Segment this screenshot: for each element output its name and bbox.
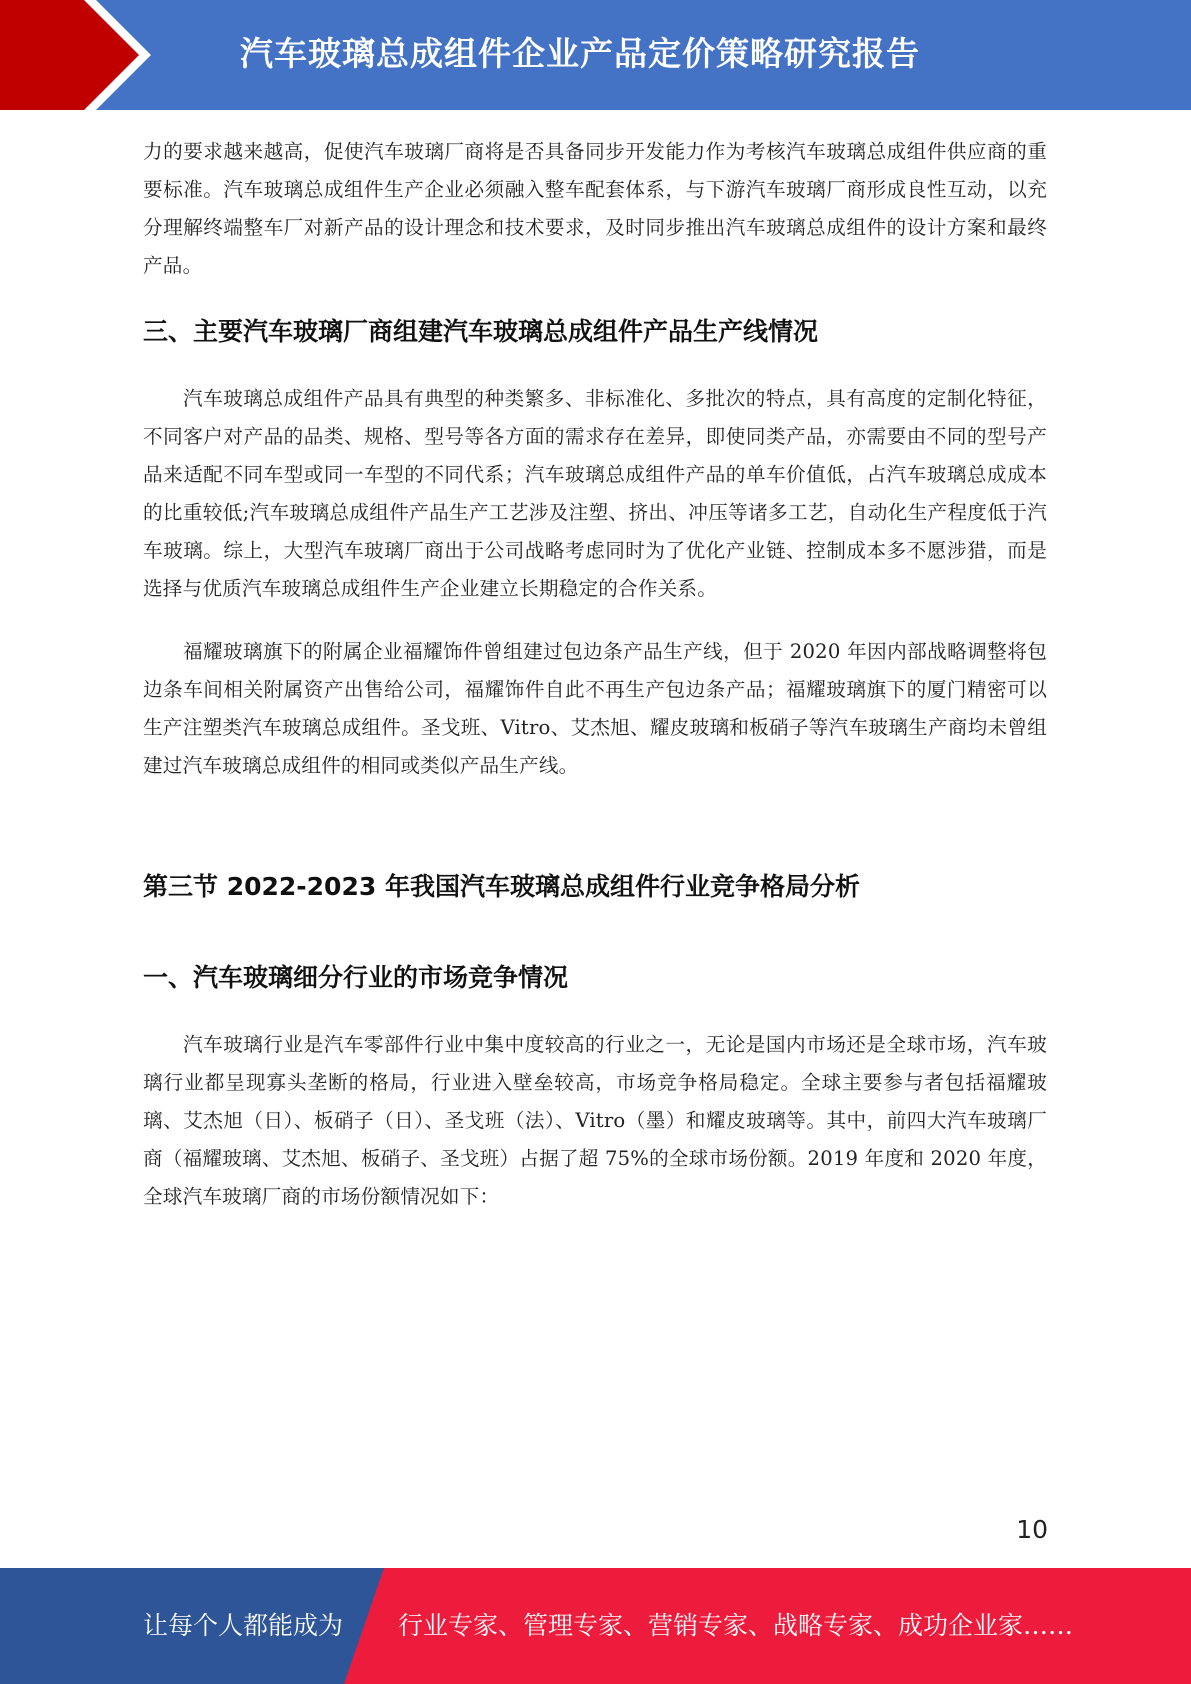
footer-slogan-right: 行业专家、管理专家、营销专家、战略专家、成功企业家……: [398, 1611, 1074, 1640]
fuyao-paragraph: 福耀玻璃旗下的附属企业福耀饰件曾组建过包边条产品生产线，但于 2020 年因内部战略调整将包边条车间相关附属资产出售给公司，福耀饰件自此不再生产包边条产品；福耀玻璃旗下的厦门精密可以生产注塑类汽车玻璃总成组件。圣戈班、Vitro、艾杰旭、耀皮玻璃和板硝子等汽车玻璃生产商均未曾组建过汽车玻璃总成组件的相同或类似产品生产线。: [143, 640, 1047, 777]
products-paragraph: 汽车玻璃总成组件产品具有典型的种类繁多、非标准化、多批次的特点，具有高度的定制化特征，不同客户对产品的品类、规格、型号等各方面的需求存在差异，即使同类产品，亦需要由不同的型号产品来适配不同车型或同一车型的不同代系；汽车玻璃总成组件产品的单车价值低，占汽车玻璃总成成本的比重较低;汽车玻璃总成组件产品生产工艺涉及注塑、挤出、冲压等诸多工艺，自动化生产程度低于汽车玻璃。综上，大型汽车玻璃厂商出于公司战略考虑同时为了优化产业链、控制成本多不愿涉猎，而是选择与优质汽车玻璃总成组件生产企业建立长期稳定的合作关系。: [143, 387, 1047, 600]
footer-slogan-left: 让每个人都能成为: [143, 1611, 344, 1640]
market-paragraph: 汽车玻璃行业是汽车零部件行业中集中度较高的行业之一，无论是国内市场还是全球市场，汽车玻璃行业都呈现寡头垄断的格局，行业进入壁垒较高，市场竞争格局稳定。全球主要参与者包括福耀玻璃、艾杰旭（日）、板硝子（日）、圣戈班（法）、Vitro（墨）和耀皮玻璃等。其中，前四大汽车玻璃厂商（福耀玻璃、艾杰旭、板硝子、圣戈班）占据了超 75%的全球市场份额。2019 年度和 2020 年度，全球汽车玻璃厂商的市场份额情况如下：: [143, 1033, 1047, 1208]
heading-three: 三、主要汽车玻璃厂商组建汽车玻璃总成组件产品生产线情况: [143, 317, 819, 346]
page-number: 10: [1016, 1515, 1048, 1544]
section-title: 第三节 2022-2023 年我国汽车玻璃总成组件行业竞争格局分析: [143, 872, 860, 901]
header-banner: [0, 0, 1191, 110]
footer-banner: [0, 1568, 1191, 1684]
report-title: 汽车玻璃总成组件企业产品定价策略研究报告: [240, 34, 920, 73]
intro-paragraph: 力的要求越来越高，促使汽车玻璃厂商将是否具备同步开发能力作为考核汽车玻璃总成组件供应商的重要标准。汽车玻璃总成组件生产企业必须融入整车配套体系，与下游汽车玻璃厂商形成良性互动，以充分理解终端整车厂对新产品的设计理念和技术要求，及时同步推出汽车玻璃总成组件的设计方案和最终产品。: [143, 140, 1047, 277]
heading-one: 一、汽车玻璃细分行业的市场竞争情况: [143, 963, 569, 992]
